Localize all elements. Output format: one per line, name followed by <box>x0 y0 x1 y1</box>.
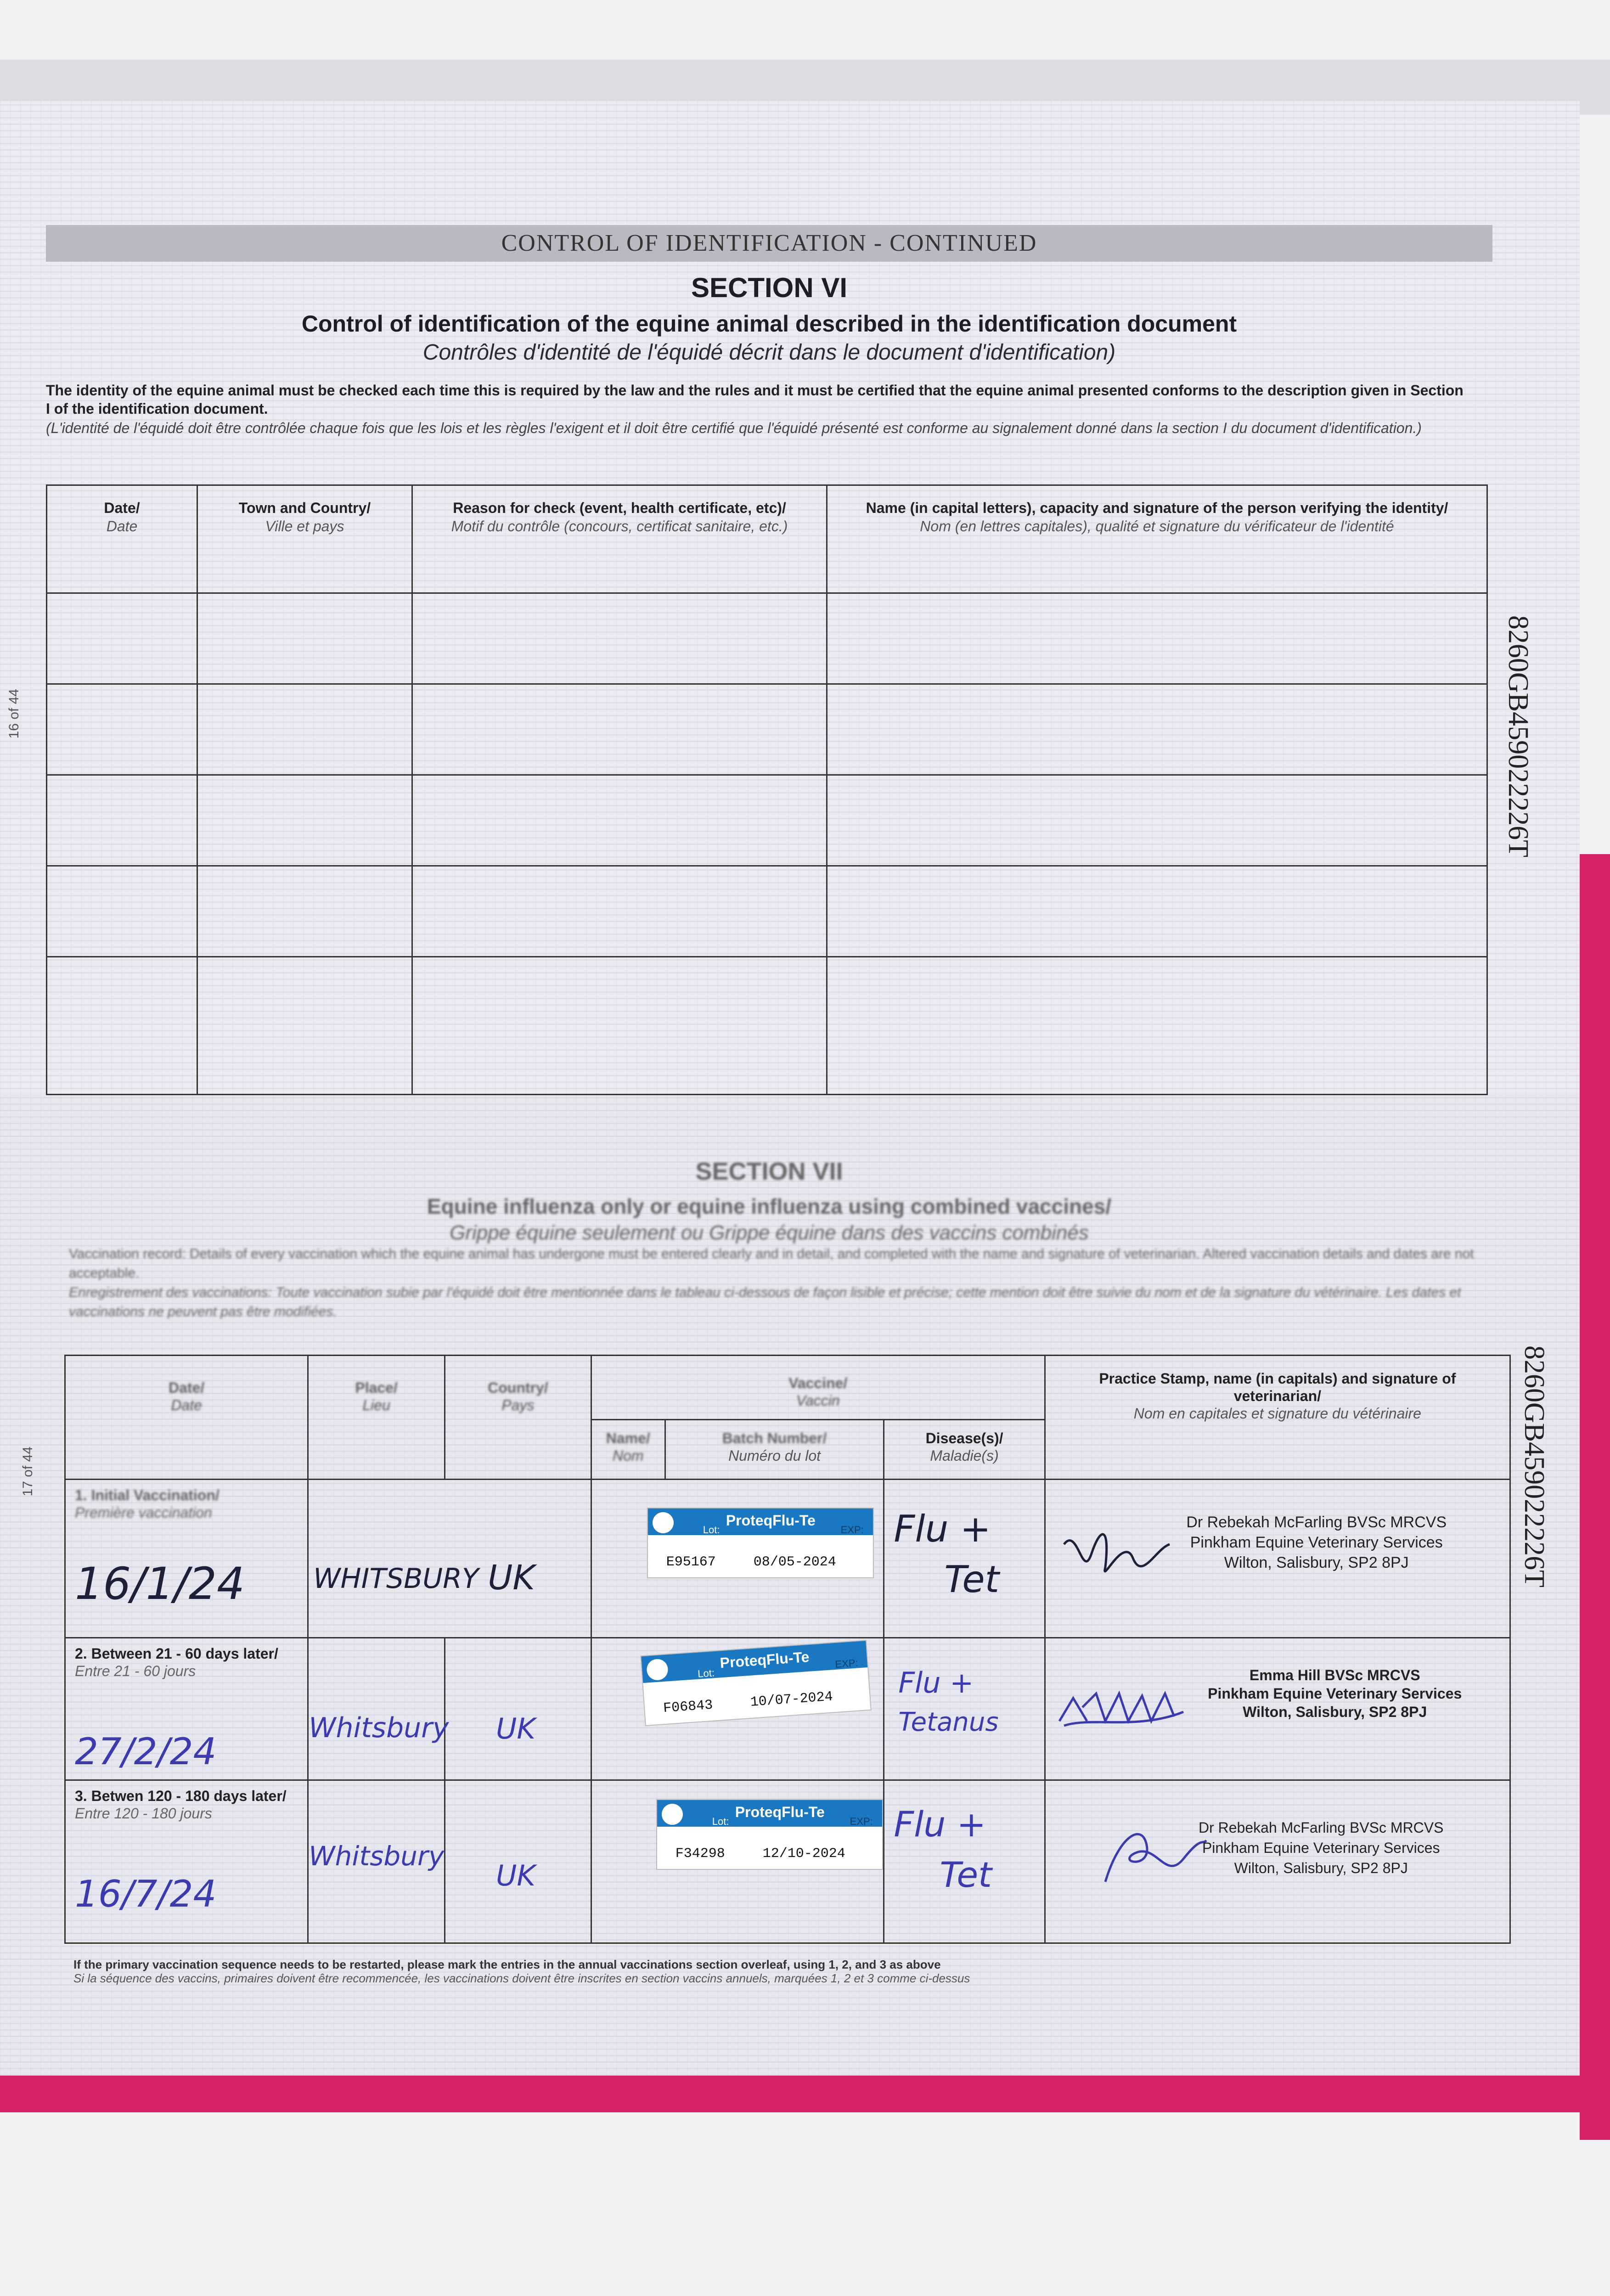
col-vaccine-name-fr: Nom <box>612 1447 644 1464</box>
cell-empty[interactable] <box>47 957 197 1095</box>
vacc-2-label-block <box>66 1638 307 1680</box>
col-practice-stamp-en: Practice Stamp, name (in capitals) and signature of veterinarian/ <box>1099 1370 1456 1404</box>
col-vaccine <box>591 1356 1045 1420</box>
cell-empty[interactable] <box>827 957 1487 1095</box>
vacc-3-expiry: 12/10-2024 <box>762 1846 845 1862</box>
vacc-1-vaccine-cell[interactable] <box>591 1480 884 1638</box>
cell-empty[interactable] <box>47 593 197 684</box>
cell-empty[interactable] <box>827 775 1487 866</box>
col-town-en: Town and Country/ <box>238 500 371 516</box>
brand-arrow-icon <box>662 1804 683 1825</box>
cell-empty[interactable] <box>412 775 827 866</box>
sticker-exp-label: EXP: <box>840 1524 864 1536</box>
sticker-brand: ProteqFlu-Te <box>735 1804 825 1820</box>
cell-empty[interactable] <box>197 593 412 684</box>
vacc-3-country-cell[interactable] <box>445 1780 591 1943</box>
vet-2-stamp <box>1183 1666 1486 1721</box>
sticker-brand: ProteqFlu-Te <box>726 1512 816 1529</box>
vacc-1-place: WHITSBURY <box>313 1563 479 1595</box>
vet-3-practice: Pinkham Equine Veterinary Services <box>1202 1840 1440 1856</box>
vacc-1-place-country-cell[interactable] <box>308 1480 591 1638</box>
vacc-1-label-fr: Première vaccination <box>75 1504 212 1521</box>
vacc-1-label-block <box>66 1480 307 1521</box>
col-practice-stamp-fr: Nom en capitales et signature du vétérinaire <box>1133 1405 1421 1422</box>
table-row <box>47 866 1487 957</box>
col-batch-number <box>665 1420 884 1480</box>
section-7-intro-en: Vaccination record: Details of every vaccination which the equine animal has undergone must be entered clearly and in detail, and completed with the name and signature of veterinarian. Altered vaccination details and dates are not acceptable. <box>69 1246 1474 1281</box>
cell-empty[interactable] <box>827 866 1487 957</box>
vet-1-stamp <box>1147 1512 1486 1573</box>
col-vacc-date-en: Date/ <box>168 1379 205 1396</box>
col-vaccine-en: Vaccine/ <box>788 1375 848 1391</box>
vacc-3-place: Whitsbury <box>309 1840 445 1872</box>
vet-1-address: Wilton, Salisbury, SP2 8PJ <box>1224 1554 1409 1571</box>
vacc-3-label: 3. Betwen 120 - 180 days later/ <box>75 1788 287 1804</box>
vacc-3-label-block <box>66 1781 307 1822</box>
identity-check-table <box>46 484 1488 1095</box>
vet-3-address: Wilton, Salisbury, SP2 8PJ <box>1234 1860 1408 1876</box>
col-reason-en: Reason for check (event, health certificate, etc)/ <box>453 500 786 516</box>
section-7-intro <box>69 1244 1515 1322</box>
col-date <box>47 485 197 593</box>
vacc-2-date: 27/2/24 <box>75 1730 217 1773</box>
section-banner <box>46 225 1492 262</box>
page-number-16: 16 of 44 <box>6 689 22 739</box>
vacc-3-disease-cell[interactable] <box>884 1780 1045 1943</box>
section-7-intro-fr: Enregistrement des vaccinations: Toute vaccination subie par l'équidé doit être mentionnée dans le tableau ci-dessous de façon lisible et précise; cette mention doit être suivie du nom et de la signature du vétérinaire. Les dates et vaccinations ne peuvent pas être modifiées. <box>69 1285 1461 1319</box>
vet-3-name: Dr Rebekah McFarling BVSc MRCVS <box>1198 1819 1444 1836</box>
vacc-3-country: UK <box>495 1859 536 1892</box>
col-vacc-date <box>65 1356 308 1480</box>
vacc-2-batch: F06843 <box>663 1697 714 1717</box>
table-row <box>47 775 1487 866</box>
cell-empty[interactable] <box>197 684 412 775</box>
col-vaccine-name-en: Name/ <box>606 1430 650 1446</box>
col-verifier <box>827 485 1487 593</box>
table-row <box>47 957 1487 1095</box>
vacc-3-batch: F34298 <box>675 1846 725 1862</box>
cell-empty[interactable] <box>197 957 412 1095</box>
vacc-3-vaccine-cell[interactable] <box>591 1780 884 1943</box>
vacc-1-disease-2: Tet <box>944 1558 999 1601</box>
col-reason <box>412 485 827 593</box>
col-verifier-fr: Nom (en lettres capitales), qualité et signature du vérificateur de l'identité <box>920 518 1394 535</box>
cell-empty[interactable] <box>412 684 827 775</box>
vaccination-table <box>64 1355 1511 1944</box>
vacc-1-disease-1: Flu + <box>894 1508 991 1550</box>
col-disease-en: Disease(s)/ <box>925 1430 1003 1446</box>
sticker-exp-label: EXP: <box>850 1816 873 1827</box>
col-vacc-country-en: Country/ <box>488 1379 548 1396</box>
col-disease-fr: Maladie(s) <box>930 1447 999 1464</box>
col-vaccine-name <box>591 1420 665 1480</box>
vacc-1-sticker <box>647 1508 874 1578</box>
identity-check-header-row <box>47 485 1487 593</box>
vacc-2-place: Whitsbury <box>309 1712 449 1744</box>
section-6-heading: Control of identification of the equine animal described in the identification document <box>301 311 1237 337</box>
col-practice-stamp <box>1045 1356 1510 1480</box>
vacc-1-vet-cell[interactable] <box>1045 1480 1510 1638</box>
sticker-lot-label: Lot: <box>712 1816 729 1827</box>
section-6-label: SECTION VI <box>691 272 848 303</box>
col-vacc-place-fr: Lieu <box>362 1397 390 1413</box>
cell-empty[interactable] <box>47 684 197 775</box>
banner-text: CONTROL OF IDENTIFICATION - CONTINUED <box>501 230 1037 256</box>
col-vacc-country <box>445 1356 591 1480</box>
cell-empty[interactable] <box>412 593 827 684</box>
vacc-2-disease-2: Tetanus <box>898 1707 999 1737</box>
vacc-3-vet-cell[interactable] <box>1045 1780 1510 1943</box>
table-row <box>65 1780 1510 1943</box>
cell-empty[interactable] <box>197 866 412 957</box>
vacc-3-date: 16/7/24 <box>75 1873 217 1915</box>
passport-id-number-top: 8260GB459022226T <box>1503 615 1534 857</box>
vacc-2-place-cell[interactable] <box>308 1638 449 1780</box>
vacc-2-vaccine-cell[interactable] <box>591 1638 884 1780</box>
sticker-lot-label: Lot: <box>703 1524 720 1536</box>
vacc-2-disease-cell[interactable] <box>884 1638 1045 1780</box>
col-vacc-place <box>308 1356 445 1480</box>
vet-2-address: Wilton, Salisbury, SP2 8PJ <box>1243 1704 1427 1720</box>
col-batch-number-en: Batch Number/ <box>722 1430 827 1446</box>
page-number-17: 17 of 44 <box>20 1446 35 1497</box>
cell-empty[interactable] <box>197 775 412 866</box>
vet-3-stamp <box>1156 1818 1486 1878</box>
section-7-label: SECTION VII <box>695 1158 843 1185</box>
passport-id-number-bottom: 8260GB459022226T <box>1519 1345 1550 1587</box>
footnote-fr: Si la séquence des vaccins, primaires doivent être recommencée, les vaccinations doivent être inscrites en section vaccins annuels, marquées 1, 2 et 3 comme ci-dessus <box>73 1971 970 1985</box>
vacc-2-country: UK <box>495 1712 536 1745</box>
section-6-intro: The identity of the equine animal must be checked each time this is required by the law and the rules and it must be certified that the equine animal presented conforms to the description given in Section I of the identification document. <box>46 382 1464 417</box>
section-7-heading: Equine influenza only or equine influenza using combined vaccines/ <box>427 1194 1112 1218</box>
vacc-1-batch: E95167 <box>666 1554 716 1570</box>
vaccination-header-row <box>65 1356 1510 1420</box>
vet-2-name: Emma Hill BVSc MRCVS <box>1249 1667 1420 1683</box>
vacc-3-disease-2: Tet <box>940 1854 992 1895</box>
vacc-1-date: 16/1/24 <box>75 1558 245 1609</box>
vacc-2-vet-cell[interactable] <box>1045 1638 1510 1780</box>
vacc-1-expiry: 08/05-2024 <box>753 1554 836 1570</box>
table-row <box>65 1638 1510 1780</box>
passport-cover <box>1580 854 1610 2140</box>
sticker-exp-label: EXP: <box>834 1657 859 1670</box>
section-6-intro-fr: (L'identité de l'équidé doit être contrôlée chaque fois que les lois et les règles l'exigent et il doit être certifié que l'équidé présenté est conforme au signalement donné dans la section I du document d'identification.) <box>46 420 1422 436</box>
vacc-1-label: 1. Initial Vaccination/ <box>75 1487 220 1503</box>
vacc-2-date-cell[interactable] <box>65 1638 308 1780</box>
col-date-fr: Date <box>106 518 138 535</box>
col-vacc-country-fr: Pays <box>501 1397 535 1413</box>
vacc-2-label: 2. Between 21 - 60 days later/ <box>75 1645 278 1662</box>
col-reason-fr: Motif du contrôle (concours, certificat sanitaire, etc.) <box>451 518 788 535</box>
section-6-heading-fr: Contrôles d'identité de l'équidé décrit dans le document d'identification) <box>422 340 1116 365</box>
vacc-3-label-fr: Entre 120 - 180 jours <box>75 1805 212 1822</box>
col-vacc-place-en: Place/ <box>355 1379 398 1396</box>
col-town <box>197 485 412 593</box>
vacc-2-disease-1: Flu + <box>898 1666 974 1699</box>
vet-2-practice: Pinkham Equine Veterinary Services <box>1208 1685 1462 1702</box>
table-row <box>65 1480 1510 1638</box>
vet-2-signature <box>1055 1680 1193 1739</box>
vacc-1-disease-cell[interactable] <box>884 1480 1045 1638</box>
vacc-2-country-cell[interactable] <box>445 1638 591 1780</box>
col-batch-number-fr: Numéro du lot <box>728 1447 821 1464</box>
col-vaccine-fr: Vaccin <box>796 1392 840 1409</box>
vet-1-practice: Pinkham Equine Veterinary Services <box>1190 1534 1443 1551</box>
table-row <box>47 593 1487 684</box>
vacc-2-expiry: 10/07-2024 <box>749 1689 833 1711</box>
cell-empty[interactable] <box>412 957 827 1095</box>
vacc-3-place-cell[interactable] <box>308 1780 445 1943</box>
vet-1-name: Dr Rebekah McFarling BVSc MRCVS <box>1186 1514 1447 1531</box>
cell-empty[interactable] <box>412 866 827 957</box>
vacc-3-sticker <box>656 1799 883 1870</box>
footnote: If the primary vaccination sequence needs to be restarted, please mark the entries in the annual vaccinations section overleaf, using 1, 2, and 3 as above <box>73 1958 941 1971</box>
vacc-3-date-cell[interactable] <box>65 1780 308 1943</box>
sticker-lot-label: Lot: <box>697 1667 715 1680</box>
col-verifier-en: Name (in capital letters), capacity and signature of the person verifying the identity/ <box>866 500 1448 516</box>
col-town-fr: Ville et pays <box>265 518 344 535</box>
vacc-2-sticker <box>640 1640 872 1726</box>
vacc-3-disease-1: Flu + <box>894 1804 986 1845</box>
vacc-1-country: UK <box>488 1558 535 1598</box>
table-row <box>47 684 1487 775</box>
col-vacc-date-fr: Date <box>171 1397 202 1413</box>
cell-empty[interactable] <box>47 775 197 866</box>
cell-empty[interactable] <box>47 866 197 957</box>
cell-empty[interactable] <box>827 684 1487 775</box>
vacc-1-date-cell[interactable] <box>65 1480 308 1638</box>
col-date-en: Date/ <box>104 500 140 516</box>
vacc-2-label-fr: Entre 21 - 60 jours <box>75 1663 196 1679</box>
sticker-brand: ProteqFlu-Te <box>719 1648 810 1671</box>
col-disease <box>884 1420 1045 1480</box>
passport-cover-bottom <box>0 2076 1610 2112</box>
section-7-heading-fr: Grippe équine seulement ou Grippe équine dans des vaccins combinés <box>450 1221 1089 1244</box>
brand-arrow-icon <box>653 1512 674 1533</box>
cell-empty[interactable] <box>827 593 1487 684</box>
